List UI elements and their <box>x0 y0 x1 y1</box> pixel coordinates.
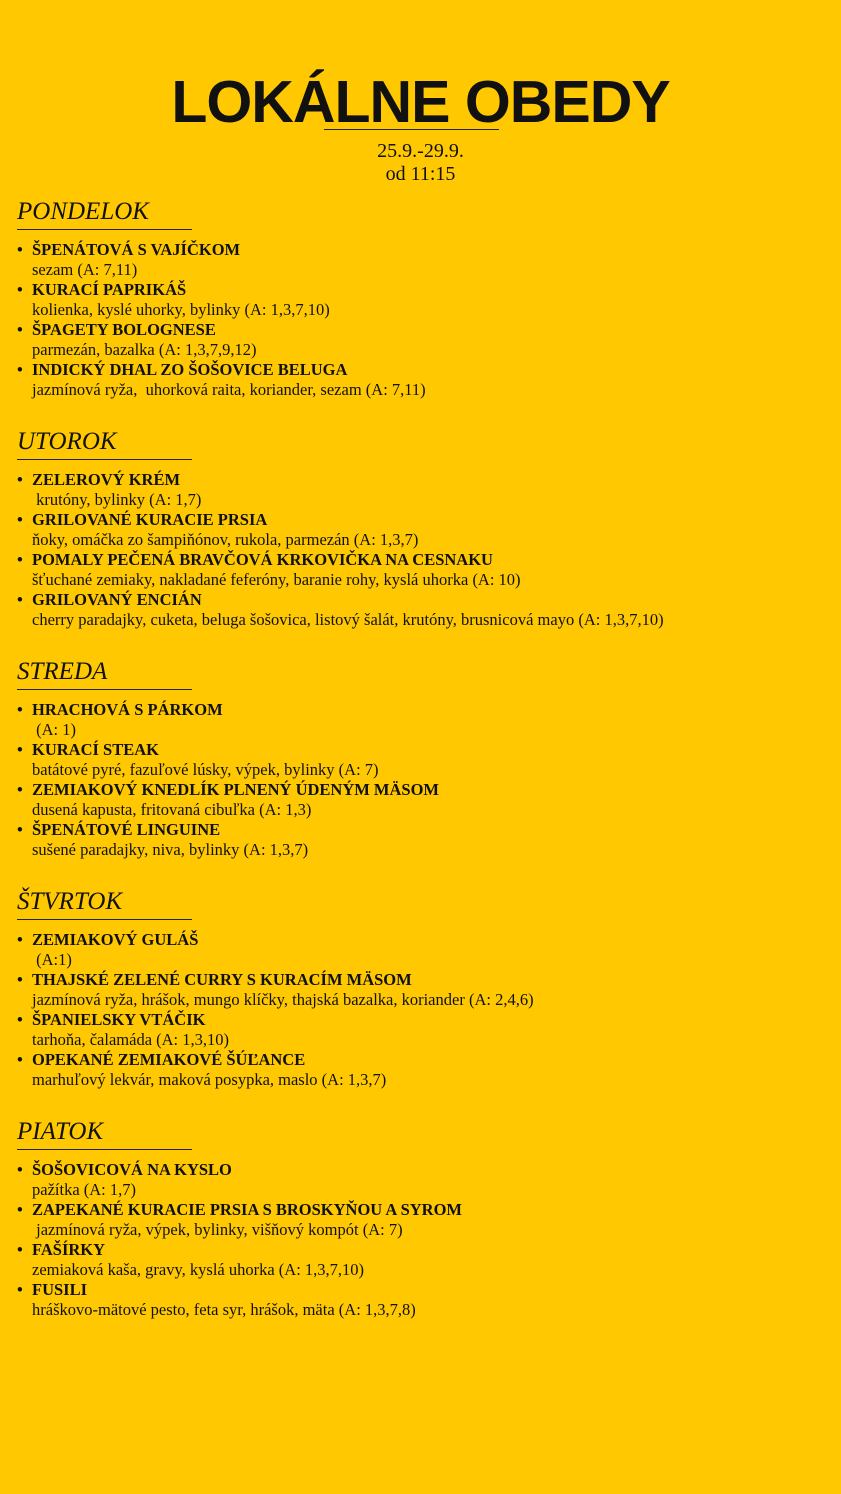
bullet-icon: • <box>17 700 23 719</box>
dish-description: jazmínová ryža, uhorková raita, koriander, sezam (A: 7,11) <box>32 380 426 399</box>
bullet-icon: • <box>17 280 23 299</box>
dish-name: ZELEROVÝ KRÉM <box>32 470 181 489</box>
menu-item <box>17 1050 827 1090</box>
day-divider <box>17 229 192 230</box>
dish-name: THAJSKÉ ZELENÉ CURRY S KURACÍM MÄSOM <box>32 970 412 989</box>
dish-name: ŠPAGETY BOLOGNESE <box>32 320 216 339</box>
menu-item <box>17 700 827 740</box>
menu-item <box>17 820 827 860</box>
dish-description: zemiaková kaša, gravy, kyslá uhorka (A: 1,3,7,10) <box>32 1260 365 1279</box>
dish-description: parmezán, bazalka (A: 1,3,7,9,12) <box>32 340 257 359</box>
date-range: 25.9.-29.9. <box>377 140 464 162</box>
dish-description: jazmínová ryža, hrášok, mungo klíčky, thajská bazalka, koriander (A: 2,4,6) <box>32 990 534 1009</box>
bullet-icon: • <box>17 590 23 609</box>
menu-item <box>17 1240 827 1280</box>
dish-name: INDICKÝ DHAL ZO ŠOŠOVICE BELUGA <box>32 360 348 379</box>
day-section-streda <box>17 657 827 860</box>
day-divider <box>17 689 192 690</box>
bullet-icon: • <box>17 360 23 379</box>
serving-time: od 11:15 <box>385 163 456 185</box>
dish-description: marhuľový lekvár, maková posypka, maslo (A: 1,3,7) <box>32 1070 387 1089</box>
dish-description: cherry paradajky, cuketa, beluga šošovica, listový šalát, krutóny, brusnicová mayo (A: 1,3,7,10) <box>32 610 664 629</box>
bullet-icon: • <box>17 1240 23 1259</box>
dish-name: FUSILI <box>32 1280 88 1299</box>
dish-name: KURACÍ STEAK <box>32 740 159 759</box>
menu-item <box>17 1280 827 1320</box>
dish-name: GRILOVANÝ ENCIÁN <box>32 590 202 609</box>
bullet-icon: • <box>17 1050 23 1069</box>
dish-description: tarhoňa, čalamáda (A: 1,3,10) <box>32 1030 230 1049</box>
day-heading: ŠTVRTOK <box>17 888 123 915</box>
bullet-icon: • <box>17 970 23 989</box>
menu-item <box>17 510 827 550</box>
dish-name: KURACÍ PAPRIKÁŠ <box>32 280 187 299</box>
dish-name: FAŠÍRKY <box>32 1240 106 1259</box>
menu-item <box>17 320 827 360</box>
bullet-icon: • <box>17 740 23 759</box>
menu-item <box>17 1160 827 1200</box>
dish-name: ŠPENÁTOVÁ S VAJÍČKOM <box>32 240 241 259</box>
dish-name: ŠOŠOVICOVÁ NA KYSLO <box>32 1160 232 1179</box>
bullet-icon: • <box>17 510 23 529</box>
day-section-stvrtok <box>17 887 827 1090</box>
day-heading: PIATOK <box>17 1118 104 1145</box>
dish-name: OPEKANÉ ZEMIAKOVÉ ŠÚĽANCE <box>32 1050 306 1069</box>
dish-description: sezam (A: 7,11) <box>32 260 138 279</box>
dish-description: jazmínová ryža, výpek, bylinky, višňový kompót (A: 7) <box>32 1220 403 1239</box>
dish-name: ŠPANIELSKY VTÁČIK <box>32 1010 206 1029</box>
menu-item <box>17 1010 827 1050</box>
dish-description: hráškovo-mätové pesto, feta syr, hrášok, mäta (A: 1,3,7,8) <box>32 1300 416 1319</box>
menu-item <box>17 550 827 590</box>
day-section-pondelok <box>17 197 827 400</box>
bullet-icon: • <box>17 320 23 339</box>
bullet-icon: • <box>17 780 23 799</box>
day-section-utorok <box>17 427 827 630</box>
dish-description: pažítka (A: 1,7) <box>32 1180 137 1199</box>
day-divider <box>17 1149 192 1150</box>
dish-description: kolienka, kyslé uhorky, bylinky (A: 1,3,7,10) <box>32 300 330 319</box>
menu-item <box>17 360 827 400</box>
day-heading: PONDELOK <box>17 198 149 225</box>
dish-name: POMALY PEČENÁ BRAVČOVÁ KRKOVIČKA NA CESNAKU <box>32 550 493 569</box>
dish-name: ZEMIAKOVÝ GULÁŠ <box>32 930 199 949</box>
day-heading: STREDA <box>17 658 108 685</box>
day-divider <box>17 459 192 460</box>
menu-item <box>17 780 827 820</box>
bullet-icon: • <box>17 1010 23 1029</box>
menu-item <box>17 240 827 280</box>
dish-description: krutóny, bylinky (A: 1,7) <box>32 490 202 509</box>
bullet-icon: • <box>17 240 23 259</box>
dish-name: GRILOVANÉ KURACIE PRSIA <box>32 510 268 529</box>
page-title: LOKÁLNE OBEDY <box>171 69 670 135</box>
dish-description: sušené paradajky, niva, bylinky (A: 1,3,7) <box>32 840 309 859</box>
dish-description: batátové pyré, fazuľové lúsky, výpek, bylinky (A: 7) <box>32 760 379 779</box>
menu-item <box>17 930 827 970</box>
dish-description: ňoky, omáčka zo šampiňónov, rukola, parmezán (A: 1,3,7) <box>32 530 419 549</box>
title-divider <box>324 129 499 130</box>
bullet-icon: • <box>17 470 23 489</box>
dish-description: (A: 1) <box>32 720 76 739</box>
menu-item <box>17 740 827 780</box>
dish-name: ŠPENÁTOVÉ LINGUINE <box>32 820 221 839</box>
menu-item <box>17 590 827 630</box>
menu-item <box>17 280 827 320</box>
bullet-icon: • <box>17 1280 23 1299</box>
day-divider <box>17 919 192 920</box>
menu-item <box>17 1200 827 1240</box>
day-section-piatok <box>17 1117 827 1320</box>
bullet-icon: • <box>17 1160 23 1179</box>
dish-name: ZEMIAKOVÝ KNEDLÍK PLNENÝ ÚDENÝM MÄSOM <box>32 780 440 799</box>
dish-description: šťuchané zemiaky, nakladané feferóny, baranie rohy, kyslá uhorka (A: 10) <box>32 570 521 589</box>
dish-name: ZAPEKANÉ KURACIE PRSIA S BROSKYŇOU A SYROM <box>32 1200 462 1219</box>
bullet-icon: • <box>17 550 23 569</box>
day-heading: UTOROK <box>17 428 117 455</box>
dish-name: HRACHOVÁ S PÁRKOM <box>32 700 223 719</box>
bullet-icon: • <box>17 820 23 839</box>
dish-description: dusená kapusta, fritovaná cibuľka (A: 1,3) <box>32 800 312 819</box>
dish-description: (A:1) <box>32 950 72 969</box>
bullet-icon: • <box>17 1200 23 1219</box>
menu-item <box>17 970 827 1010</box>
bullet-icon: • <box>17 930 23 949</box>
date-block <box>0 140 841 186</box>
menu-item <box>17 470 827 510</box>
